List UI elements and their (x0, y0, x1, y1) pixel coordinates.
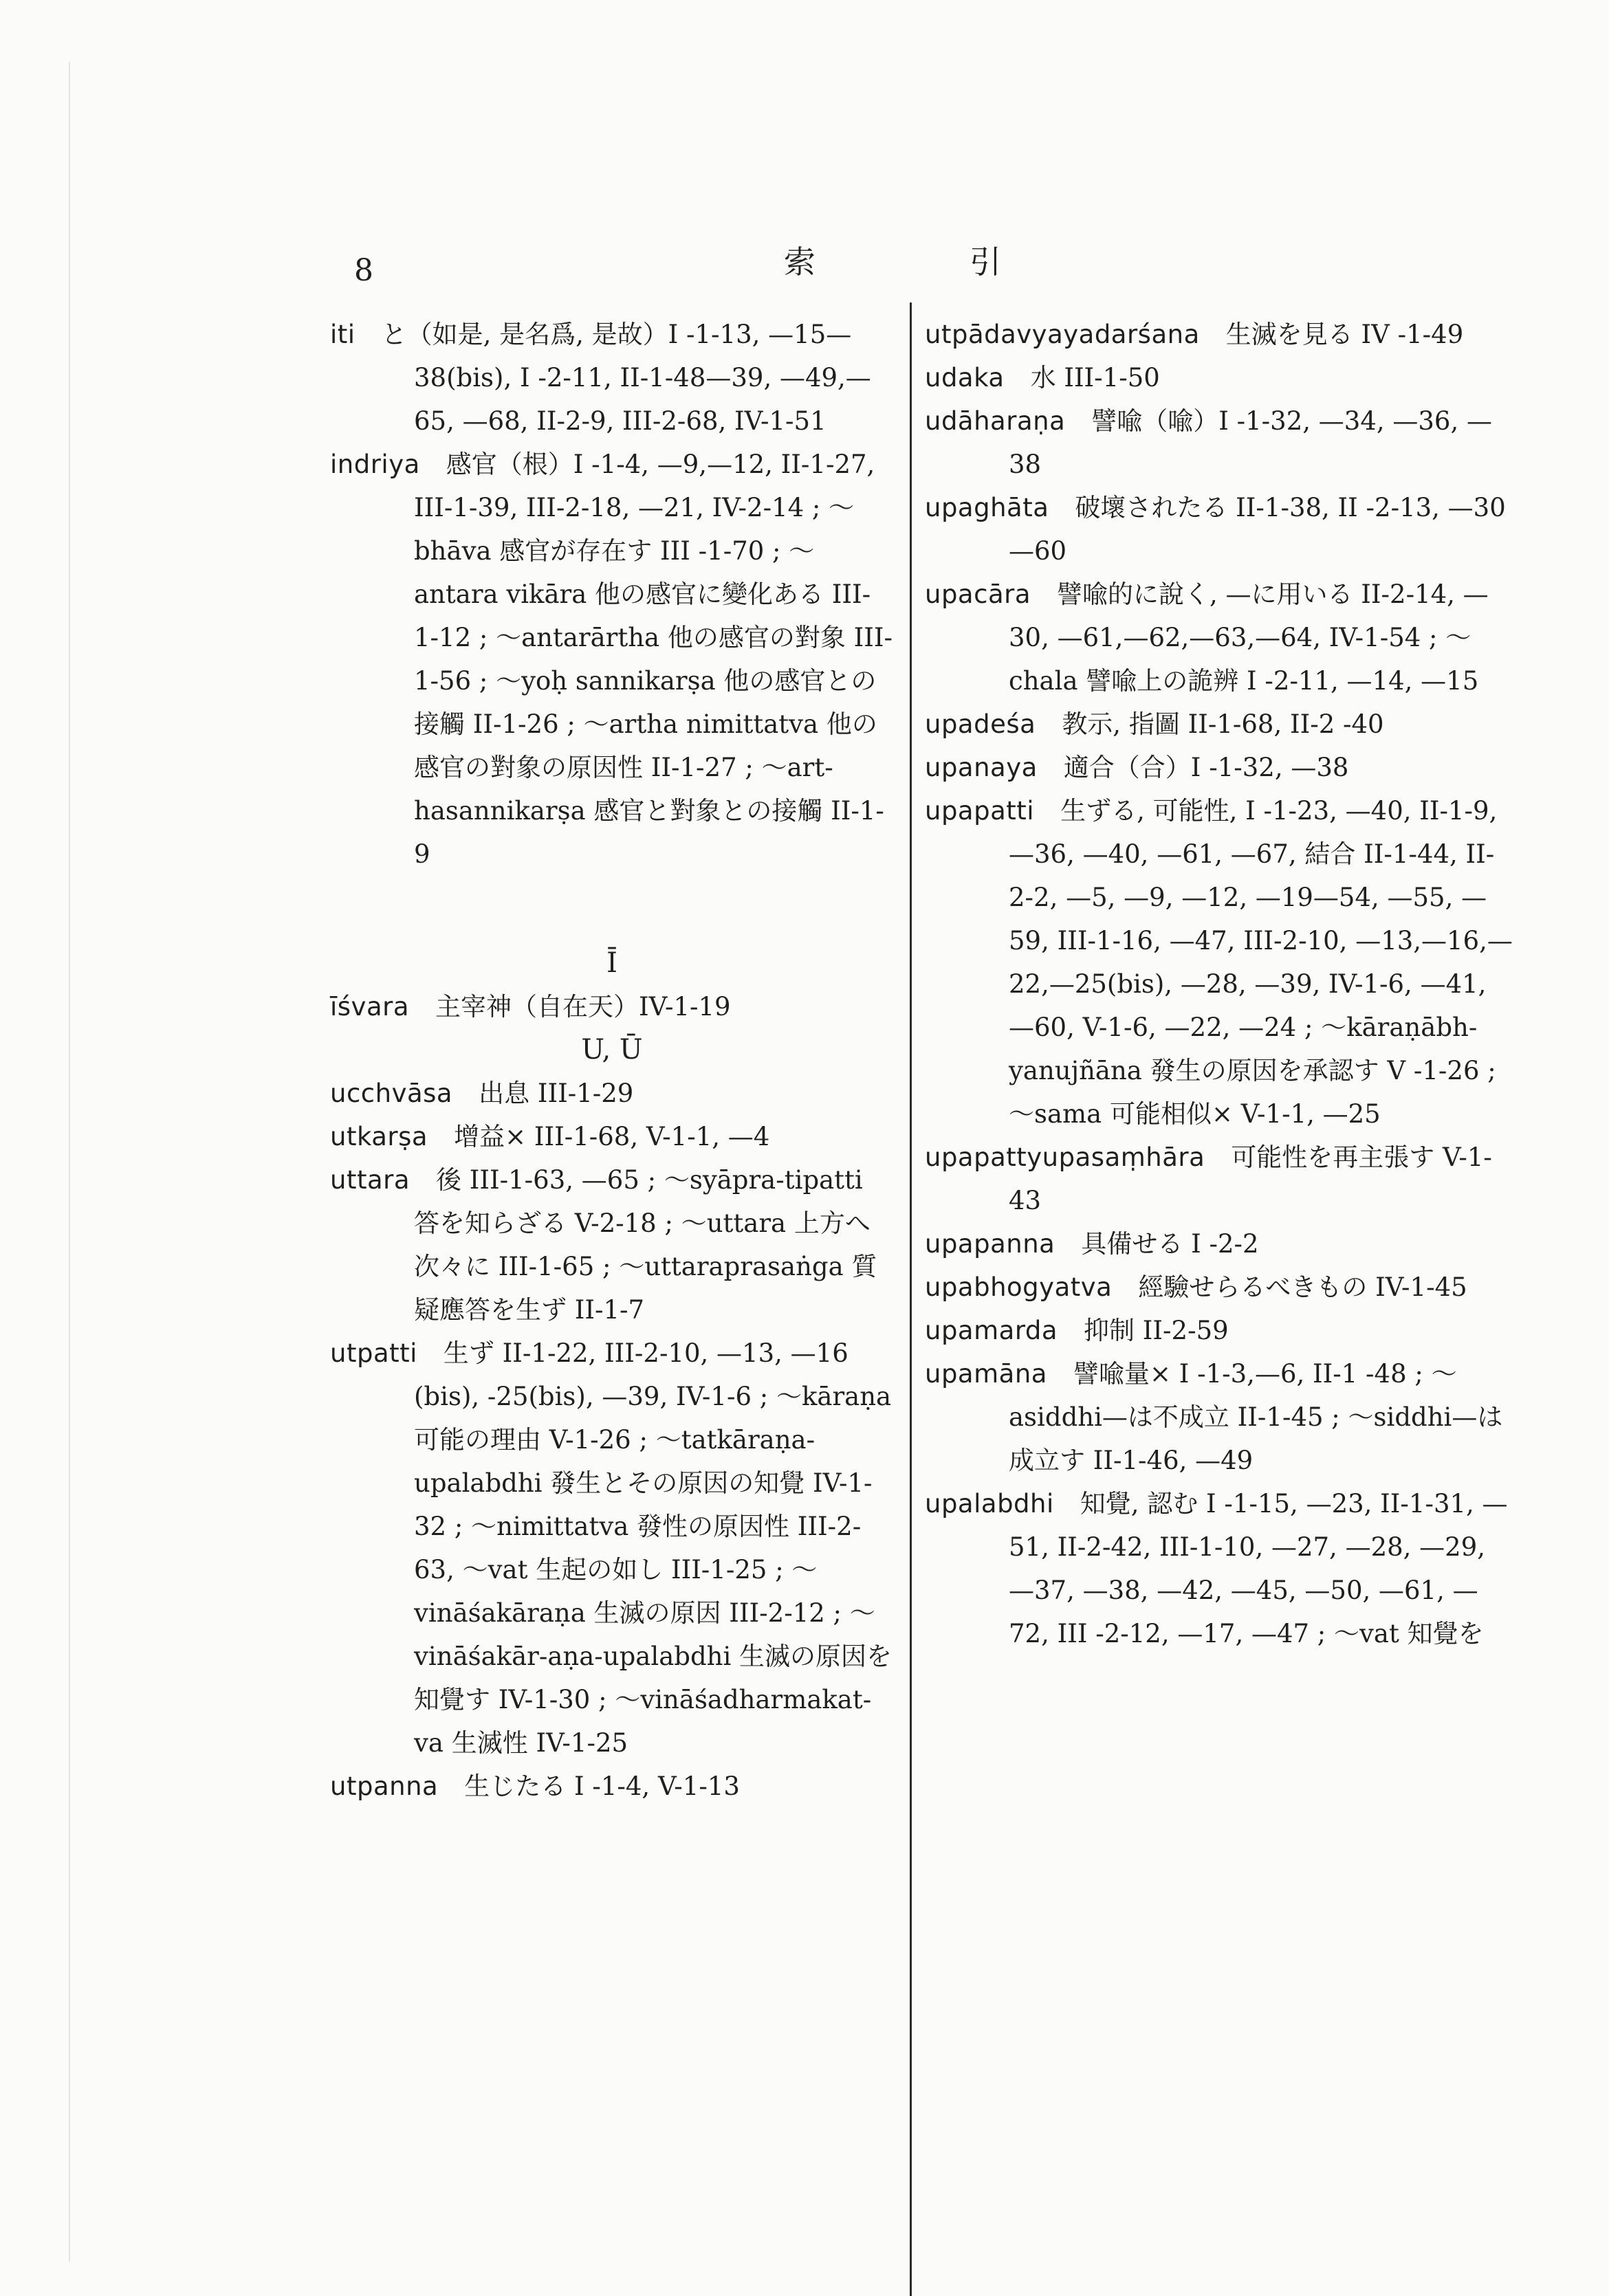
entry-text: 生じたる I -1-4, V-1-13 (464, 1771, 740, 1801)
index-entry (925, 1266, 1516, 1309)
entry-text: 生ず II-1-22, III-2-10, —13, —16 (bis), -25(bis), —39, IV-1-6 ; ～kāraṇa 可能の理由 V-1-26 ; ～tatkāraṇa-upalabdhi 發生とその原因の知覺 IV-1-32 ; ～nimittatva 發性の原因性 III-2-63, ～vat 生起の如し III-1-25 ; ～vināśakāraṇa 生滅の原因 III-2-12 ; ～vināśakār-aṇa-upalabdhi 生滅の原因を知覺す IV-1-30 ; ～vināśadharmakat-va 生滅性 IV-1-25 (414, 1338, 893, 1758)
running-header-right: 引 (970, 243, 1001, 280)
index-entry (925, 1222, 1516, 1266)
entry-headword: īśvara (330, 992, 410, 1022)
entry-text: 主宰神（自在天）IV-1-19 (435, 992, 731, 1022)
scan-edge-mark (69, 62, 70, 2262)
entry-text: 譬喩量× I -1-3,—6, II-1 -48 ; ～asiddhi—は不成立 II-1-45 ; ～siddhi—は成立す II-1-46, —49 (1009, 1359, 1503, 1475)
entry-text: 教示, 指圖 II-1-68, II-2 -40 (1062, 709, 1384, 739)
index-entry (925, 313, 1516, 356)
entry-text: 可能性を再主張す V-1-43 (1009, 1143, 1492, 1215)
entry-text: 譬喩（喩）I -1-32, —34, —36, —38 (1009, 406, 1492, 479)
section-gap (330, 876, 894, 942)
index-entry (330, 443, 894, 876)
entry-headword: upadeśa (925, 709, 1036, 739)
entry-headword: upapattyupasaṃhāra (925, 1143, 1205, 1172)
entry-headword: utpatti (330, 1338, 417, 1368)
entry-text: 具備せる I -2-2 (1081, 1229, 1259, 1259)
entry-headword: udāharaṇa (925, 406, 1066, 436)
index-entry (925, 1482, 1516, 1655)
index-entry (925, 789, 1516, 1136)
entry-text: 適合（合）I -1-32, —38 (1063, 753, 1349, 782)
entry-text: 感官（根）I -1-4, —9,—12, II-1-27, III-1-39, III-2-18, —21, IV-2-14 ; ～bhāva 感官が存在す III -1-70 ; ～ antara vikāra 他の感官に變化ある III-1-12 ; ～antarārtha 他の感官の對象 III-1-56 ; ～yoḥ sannikarṣa 他の感官との接觸 II-1-26 ; ～artha nimittatva 他の感官の對象の原因性 II-1-27 ; ～art-hasannikarṣa 感官と對象との接觸 II-1-9 (414, 450, 893, 869)
index-entry (330, 1158, 894, 1332)
entry-text: 後 III-1-63, —65 ; ～syāpra-tipatti 答を知らざる V-2-18 ; ～uttara 上方へ次々に III-1-65 ; ～uttaraprasaṅga 質疑應答を生ず II-1-7 (414, 1165, 877, 1325)
index-entry (330, 1332, 894, 1765)
entry-text: 水 III-1-50 (1030, 363, 1160, 393)
index-entry (330, 1072, 894, 1115)
entry-headword: upaghāta (925, 493, 1049, 522)
entry-text: 經驗せらるべきもの IV-1-45 (1138, 1272, 1467, 1302)
entry-headword: indriya (330, 450, 420, 479)
entry-text: 生ずる, 可能性, I -1-23, —40, II-1-9, —36, —40, —61, —67, 結合 II-1-44, II-2-2, —5, —9, —12, —19—54, —55, —59, III-1-16, —47, III-2-10, —13,—16,—22,—25(bis), —28, —39, IV-1-6, —41, —60, V-1-6, —22, —24 ; ～kāraṇābh-yanujñāna 發生の原因を承認す V -1-26 ; ～sama 可能相似× V-1-1, —25 (1009, 796, 1513, 1129)
entry-headword: upacāra (925, 579, 1031, 609)
entry-text: 增益× III-1-68, V-1-1, —4 (454, 1122, 770, 1151)
index-entry (925, 1136, 1516, 1222)
entry-headword: upapanna (925, 1229, 1055, 1259)
entry-headword: utkarṣa (330, 1122, 428, 1151)
entry-headword: utpādavyayadarśana (925, 320, 1200, 349)
index-entry (925, 399, 1516, 486)
entry-headword: iti (330, 320, 355, 349)
entry-headword: upalabdhi (925, 1489, 1054, 1519)
entry-text: 譬喩的に說く, —に用いる II-2-14, —30, —61,—62,—63,—64, IV-1-54 ; ～chala 譬喩上の詭辨 I -2-11, —14, —15 (1009, 579, 1489, 696)
entry-headword: uttara (330, 1165, 411, 1195)
entry-text: 生滅を見る IV -1-49 (1225, 320, 1464, 349)
index-entry (925, 746, 1516, 789)
entry-headword: ucchvāsa (330, 1079, 453, 1108)
entry-headword: udaka (925, 363, 1005, 393)
entry-headword: upamarda (925, 1316, 1058, 1345)
section-heading: U, Ū (581, 1034, 643, 1066)
index-entry (925, 703, 1516, 746)
index-entry (330, 1765, 894, 1808)
index-column-right (925, 313, 1516, 1655)
page-number: 8 (354, 253, 373, 288)
entry-headword: upapatti (925, 796, 1035, 826)
index-entry (925, 486, 1516, 573)
entry-headword: utpanna (330, 1771, 439, 1801)
column-divider (910, 302, 912, 2296)
running-header-left: 索 (784, 243, 816, 280)
entry-text: と（如是, 是名爲, 是故）I -1-13, —15—38(bis), I -2-11, II-1-48—39, —49,—65, —68, II-2-9, III-2-68, IV-1-51 (381, 320, 871, 436)
index-entry (925, 573, 1516, 703)
entry-headword: upamāna (925, 1359, 1047, 1389)
entry-headword: upanaya (925, 753, 1038, 782)
entry-text: 出息 III-1-29 (479, 1079, 634, 1108)
index-entry (925, 356, 1516, 399)
index-column-left (330, 313, 894, 1808)
index-entry (330, 985, 894, 1028)
index-entry (330, 313, 894, 443)
entry-text: 破壞されたる II-1-38, II -2-13, —30—60 (1009, 493, 1506, 566)
entry-text: 抑制 II-2-59 (1084, 1316, 1229, 1345)
entry-text: 知覺, 認む I -1-15, —23, II-1-31, —51, II-2-42, III-1-10, —27, —28, —29, —37, —38, —42, —45, —50, —61, —72, III -2-12, —17, —47 ; ～vat 知覺を (1009, 1489, 1508, 1648)
section-heading: Ī (606, 947, 617, 979)
index-entry (330, 1115, 894, 1158)
index-entry (925, 1309, 1516, 1352)
entry-headword: upabhogyatva (925, 1272, 1113, 1302)
index-entry (925, 1352, 1516, 1482)
